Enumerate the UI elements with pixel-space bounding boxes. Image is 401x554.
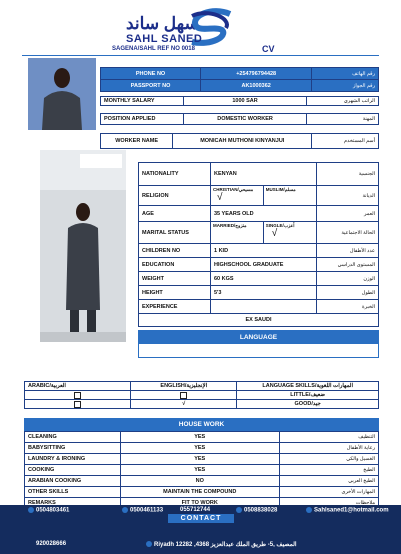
english-good-check-icon: √: [131, 400, 237, 409]
housework-skill-value: FIT TO WORK: [120, 498, 279, 506]
phone-label: PHONE NO: [101, 68, 201, 80]
passport-value: AK1000362: [201, 80, 312, 92]
salary-row: [100, 96, 379, 106]
education-label: EDUCATION: [139, 258, 211, 272]
salary-label: MONTHLY SALARY: [101, 97, 184, 106]
marital-single-cell: [264, 222, 316, 243]
housework-skill-arabic-label: الطبخ العربي: [279, 476, 378, 487]
logo-arabic: سهل ساند: [126, 14, 199, 33]
cv-label: CV: [262, 44, 275, 54]
worker-name-value: MONICAH MUTHONI KINYANJUI: [173, 134, 312, 149]
housework-skill-value: NO: [120, 476, 279, 487]
reference-number: SAGENA/SAHL REF NO 0018: [112, 46, 195, 52]
experience-label: EXPERIENCE: [139, 300, 211, 314]
footer-address-text: Riyadh 12282 ,4368 المصيف ,5- طريق الملك عبدالعزيز: [154, 542, 297, 548]
age-value: 35 YEARS OLD: [211, 206, 317, 222]
contact-heading: CONTACT: [168, 514, 234, 523]
religion-label: RELIGION: [139, 186, 211, 206]
housework-row: [25, 454, 379, 465]
housework-skill-value: YES: [120, 432, 279, 443]
footer-email[interactable]: [306, 507, 389, 514]
children-value: 1 KID: [211, 244, 317, 258]
housework-skill-arabic-label: المهارات الأخرى: [279, 487, 378, 498]
footer-phone-3: [180, 507, 210, 513]
housework-row: [25, 432, 379, 443]
arabic-header: ARABIC/العربية: [25, 382, 131, 391]
housework-skill-label: CLEANING: [25, 432, 121, 443]
position-arabic-label: المهنة: [306, 114, 378, 125]
little-label: LITTLE/ضعيف: [237, 391, 379, 400]
housework-skill-label: OTHER SKILLS: [25, 487, 121, 498]
marital-arabic-label: الحالة الاجتماعية: [316, 222, 378, 244]
footer-phone-3-text: 055712744: [180, 507, 211, 513]
portrait-image-icon: [28, 58, 96, 130]
housework-skill-arabic-label: التنظيف: [279, 432, 378, 443]
children-arabic-label: عدد الأطفال: [316, 244, 378, 258]
footer-phone-1-text: 0504803461: [36, 507, 70, 514]
marital-married-cell: [211, 222, 264, 243]
phone-icon: [236, 507, 242, 513]
language-section-title: LANGUAGE: [138, 330, 379, 344]
housework-section-title: HOUSE WORK: [24, 418, 379, 431]
religion-check-icon: √: [217, 192, 223, 203]
experience-arabic-label: الخبرة: [316, 300, 378, 314]
worker-name-row: [100, 133, 379, 149]
english-little-cell: [131, 391, 237, 400]
language-section-body: [138, 344, 379, 358]
worker-name-label: WORKER NAME: [101, 134, 173, 149]
education-arabic-label: المستوى الدراسي: [316, 258, 378, 272]
phone-arabic-label: رقم الهاتف: [312, 68, 379, 80]
housework-skill-label: REMARKS: [25, 498, 121, 506]
worker-full-body-photo: [40, 150, 126, 342]
religion-options: [211, 186, 317, 206]
religion-arabic-label: الديانة: [316, 186, 378, 206]
housework-row: [25, 498, 379, 506]
arabic-little-checkbox[interactable]: [74, 392, 81, 399]
footer-phone-2-text: 0500461133: [130, 507, 164, 514]
details-table: [138, 162, 379, 314]
experience-blank: [211, 300, 317, 314]
height-label: HEIGHT: [139, 286, 211, 300]
footer-email-text: Sahlsaned1@hotmail.com: [314, 507, 389, 514]
age-arabic-label: العمر: [316, 206, 378, 222]
phone-icon: [122, 507, 128, 513]
contact-info-table: [100, 67, 379, 91]
nationality-arabic-label: الجنسية: [316, 163, 378, 186]
housework-table: [24, 431, 379, 505]
religion-muslim-cell: [264, 186, 316, 205]
salary-value: 1000 SAR: [184, 97, 306, 106]
position-label: POSITION APPLIED: [101, 114, 184, 125]
arabic-good-cell: [25, 400, 131, 409]
religion-muslim-option: MUSLIM/مسلم: [265, 187, 296, 192]
language-skills-table: [24, 381, 379, 409]
marital-check-icon: √: [271, 228, 278, 239]
email-icon: [306, 507, 312, 513]
english-little-checkbox[interactable]: [180, 392, 187, 399]
full-body-image-icon: [40, 150, 126, 342]
arabic-good-checkbox[interactable]: [74, 401, 81, 408]
marital-options: [211, 222, 317, 244]
worker-name-arabic-label: أسم المستخدم: [312, 134, 379, 149]
nationality-value: KENYAN: [211, 163, 317, 186]
marital-married-option: MARRIED/متزوج: [213, 223, 247, 228]
housework-row: [25, 487, 379, 498]
housework-row: [25, 465, 379, 476]
housework-skill-arabic-label: الطبخ: [279, 465, 378, 476]
passport-arabic-label: رقم الجواز: [312, 80, 379, 92]
location-icon: [146, 541, 152, 547]
footer-contact-bar: [0, 505, 401, 554]
housework-skill-arabic-label: ملاحظات: [279, 498, 378, 506]
religion-christian-cell: [211, 186, 264, 205]
arabic-little-cell: [25, 391, 131, 400]
housework-skill-label: ARABIAN COOKING: [25, 476, 121, 487]
position-value: DOMESTIC WORKER: [184, 114, 306, 125]
weight-label: WEIGHT: [139, 272, 211, 286]
footer-address: [146, 541, 297, 548]
height-arabic-label: الطول: [316, 286, 378, 300]
position-row: [100, 113, 379, 125]
housework-row: [25, 476, 379, 487]
passport-label: PASSPORT NO: [101, 80, 201, 92]
skills-header: LANGUAGE SKILLS/المهارات اللغوية: [237, 382, 379, 391]
marital-label: MARITAL STATUS: [139, 222, 211, 244]
logo-english: SAHL SANED: [126, 33, 203, 45]
housework-skill-arabic-label: رعاية الأطفال: [279, 443, 378, 454]
education-value: HIGHSCHOOL GRADUATE: [211, 258, 317, 272]
good-label: GOOD/جيد: [237, 400, 379, 409]
phone-value: +254796794428: [201, 68, 312, 80]
salary-arabic-label: الراتب الشهري: [306, 97, 378, 106]
housework-skill-arabic-label: الغسيل والكي: [279, 454, 378, 465]
housework-row: [25, 443, 379, 454]
housework-skill-label: COOKING: [25, 465, 121, 476]
worker-portrait-photo: [28, 58, 96, 130]
housework-skill-label: BABYSITTING: [25, 443, 121, 454]
footer-phone-5: 920028666: [36, 541, 67, 547]
experience-value: EX SAUDI: [138, 314, 379, 327]
whatsapp-icon: [28, 507, 34, 513]
footer-phone-2: [122, 507, 163, 514]
footer-phone-1: [28, 507, 69, 514]
height-value: 5'3: [211, 286, 317, 300]
religion-christian-option: CHRISTIAN/مسيحي: [213, 187, 254, 192]
nationality-label: NATIONALITY: [139, 163, 211, 186]
housework-skill-value: YES: [120, 443, 279, 454]
housework-skill-value: YES: [120, 454, 279, 465]
children-label: CHILDREN NO: [139, 244, 211, 258]
marital-single-option: SINGLE/أعزب: [265, 223, 295, 228]
header-divider: [22, 55, 379, 56]
housework-skill-label: LAUNDRY & IRONING: [25, 454, 121, 465]
weight-value: 60 KGS: [211, 272, 317, 286]
housework-skill-value: MAINTAIN THE COMPOUND: [120, 487, 279, 498]
footer-phone-4-text: 0508838028: [244, 507, 278, 514]
english-header: ENGLISH/الإنجليزية: [131, 382, 237, 391]
age-label: AGE: [139, 206, 211, 222]
footer-phone-4: [236, 507, 277, 514]
housework-skill-value: YES: [120, 465, 279, 476]
weight-arabic-label: الوزن: [316, 272, 378, 286]
